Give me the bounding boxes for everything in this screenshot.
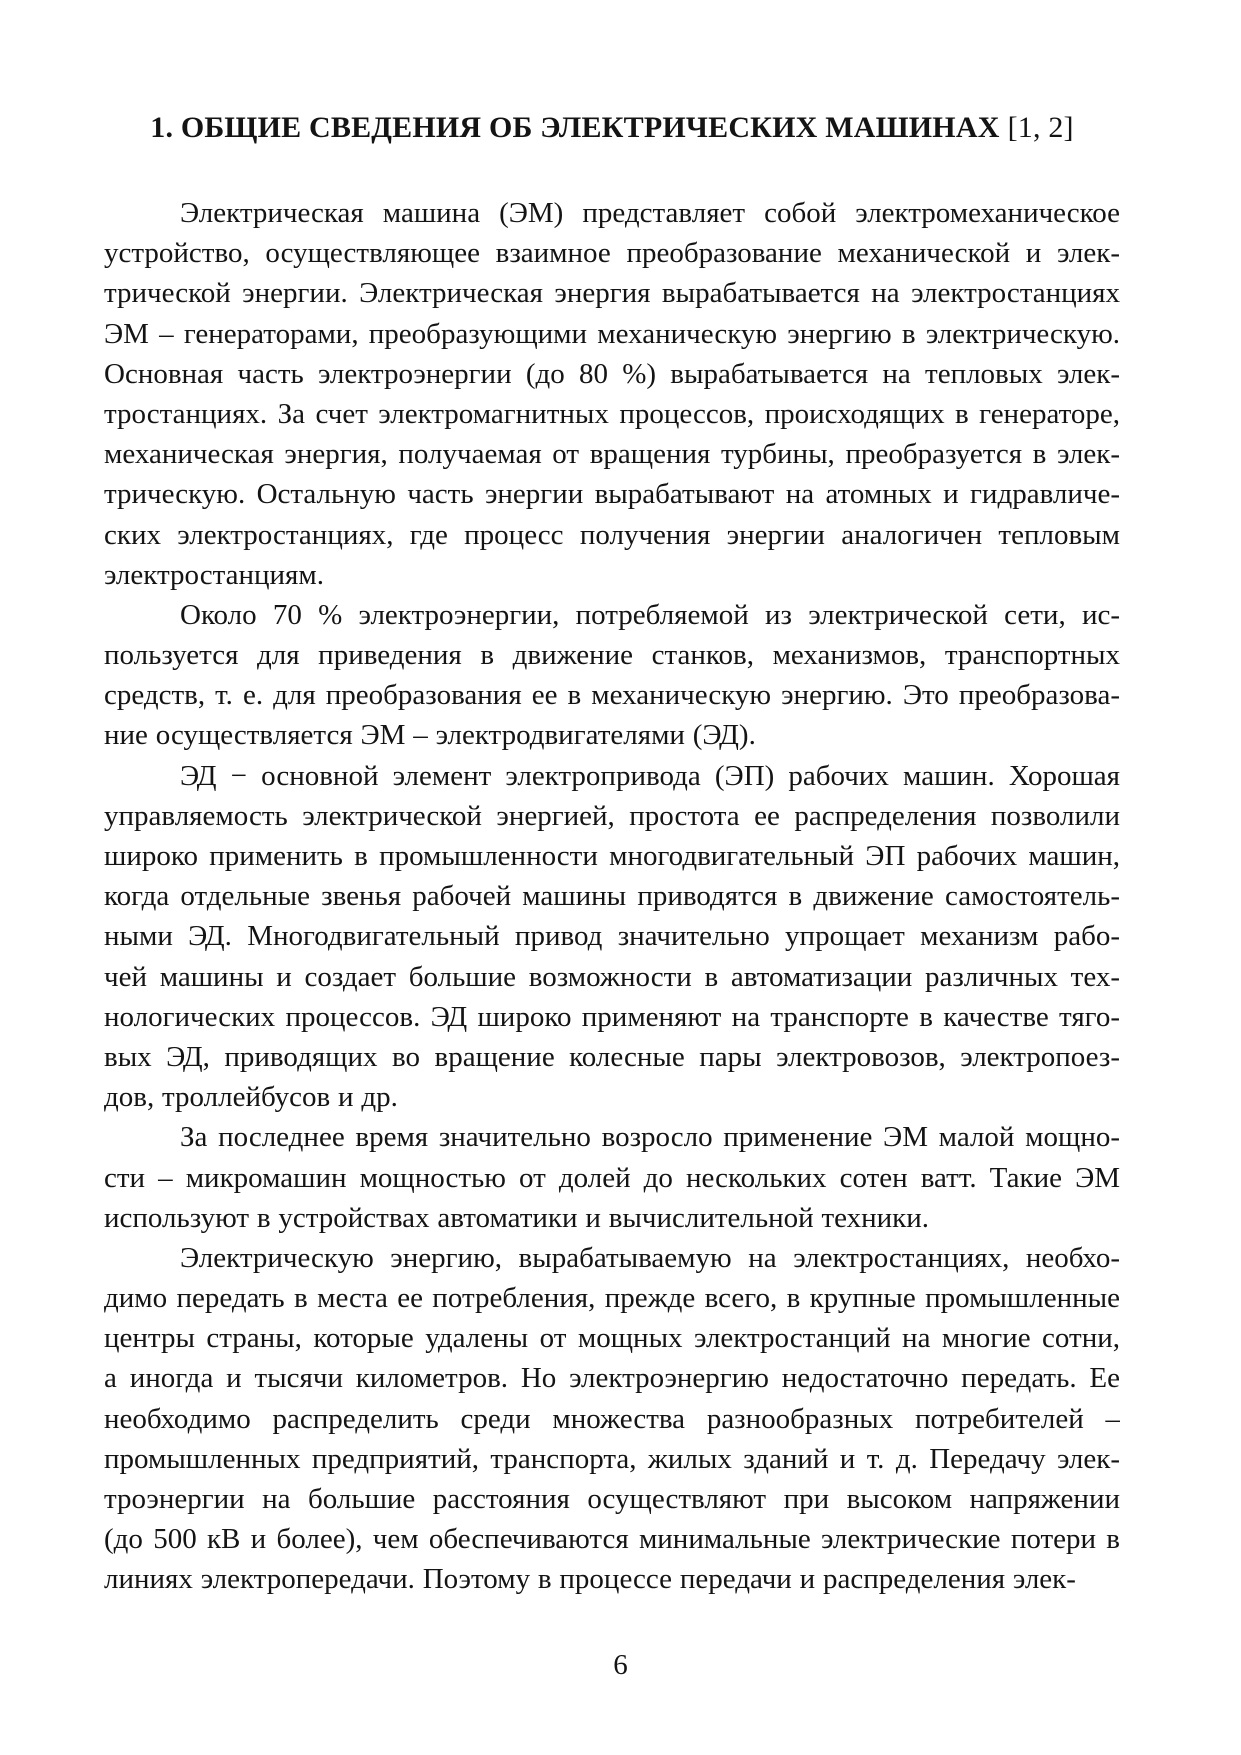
text-line: За последнее время значительно возросло применение ЭМ малой мощно- xyxy=(180,1121,1120,1154)
text-line: Электрическую энергию, вырабатываемую на электростанциях, необхо- xyxy=(180,1241,1120,1274)
paragraph xyxy=(104,1238,1120,1600)
paragraph xyxy=(104,595,1120,756)
text-line: а иногда и тысячи километров. Но электроэнергию недостаточно передать. Ее xyxy=(104,1362,1120,1395)
title-text: 1. ОБЩИЕ СВЕДЕНИЯ ОБ ЭЛЕКТРИЧЕСКИХ МАШИНАХ xyxy=(150,111,1000,144)
text-line: трическую. Остальную часть энергии вырабатывают на атомных и гидравличе- xyxy=(104,478,1120,511)
body-text xyxy=(104,193,1120,1600)
text-line: устройство, осуществляющее взаимное преобразование механической и элек- xyxy=(104,237,1120,270)
text-line: средств, т. е. для преобразования ее в механическую энергию. Это преобразова- xyxy=(104,679,1120,712)
paragraph xyxy=(104,756,1120,1118)
text-line: необходимо распределить среди множества разнообразных потребителей – xyxy=(104,1402,1120,1435)
text-line: троэнергии на большие расстояния осуществляют при высоком напряжении xyxy=(104,1483,1120,1515)
text-line: линиях электропередачи. Поэтому в процессе передачи и распределения элек- xyxy=(104,1563,1076,1596)
text-line: механическая энергия, получаемая от вращения турбины, преобразуется в элек- xyxy=(104,438,1120,471)
text-line: дов, троллейбусов и др. xyxy=(104,1081,398,1114)
text-line: пользуется для приведения в движение станков, механизмов, транспортных xyxy=(104,639,1120,672)
text-line: сти – микромашин мощностью от долей до нескольких сотен ватт. Такие ЭМ xyxy=(104,1161,1120,1194)
text-line: используют в устройствах автоматики и вычислительной техники. xyxy=(104,1201,930,1234)
paragraph xyxy=(104,1117,1120,1238)
text-line: трической энергии. Электрическая энергия вырабатывается на электростанциях xyxy=(104,277,1120,310)
text-line: Около 70 % электроэнергии, потребляемой из электрической сети, ис- xyxy=(180,598,1120,631)
text-line: ских электростанциях, где процесс получения энергии аналогичен тепловым xyxy=(104,518,1120,551)
text-line: когда отдельные звенья рабочей машины приводятся в движение самостоятель- xyxy=(104,880,1120,913)
paragraph xyxy=(104,193,1120,595)
text-line: широко применить в промышленности многодвигательный ЭП рабочих машин, xyxy=(104,840,1120,872)
page-title xyxy=(104,108,1120,148)
text-line: промышленных предприятий, транспорта, жилых зданий и т. д. Передачу элек- xyxy=(104,1442,1120,1475)
text-line: ными ЭД. Многодвигательный привод значительно упрощает механизм рабо- xyxy=(104,920,1120,953)
text-line: ЭД − основной элемент электропривода (ЭП) рабочих машин. Хорошая xyxy=(180,759,1120,792)
text-line: ЭМ – генераторами, преобразующими механическую энергию в электрическую. xyxy=(104,317,1120,350)
text-line: димо передать в места ее потребления, прежде всего, в крупные промышленные xyxy=(104,1282,1120,1315)
text-line: ние осуществляется ЭМ – электродвигателями (ЭД). xyxy=(104,719,756,752)
text-line: Электрическая машина (ЭМ) представляет собой электромеханическое xyxy=(180,197,1120,229)
page-number: 6 xyxy=(613,1649,628,1681)
text-line: вых ЭД, приводящих во вращение колесные пары электровозов, электропоез- xyxy=(104,1040,1120,1073)
title-citation: [1, 2] xyxy=(1007,111,1074,144)
text-line: (до 500 кВ и более), чем обеспечиваются минимальные электрические потери в xyxy=(104,1523,1120,1556)
text-line: центры страны, которые удалены от мощных электростанций на многие сотни, xyxy=(104,1322,1120,1355)
text-line: чей машины и создает большие возможности в автоматизации различных тех- xyxy=(104,960,1120,993)
text-line: управляемость электрической энергией, простота ее распределения позволили xyxy=(104,799,1120,832)
text-line: Основная часть электроэнергии (до 80 %) вырабатывается на тепловых элек- xyxy=(104,357,1120,390)
text-line: электростанциям. xyxy=(104,558,324,591)
text-line: тростанциях. За счет электромагнитных процессов, происходящих в генераторе, xyxy=(104,397,1120,430)
text-line: нологических процессов. ЭД широко применяют на транспорте в качестве тяго- xyxy=(104,1000,1120,1033)
